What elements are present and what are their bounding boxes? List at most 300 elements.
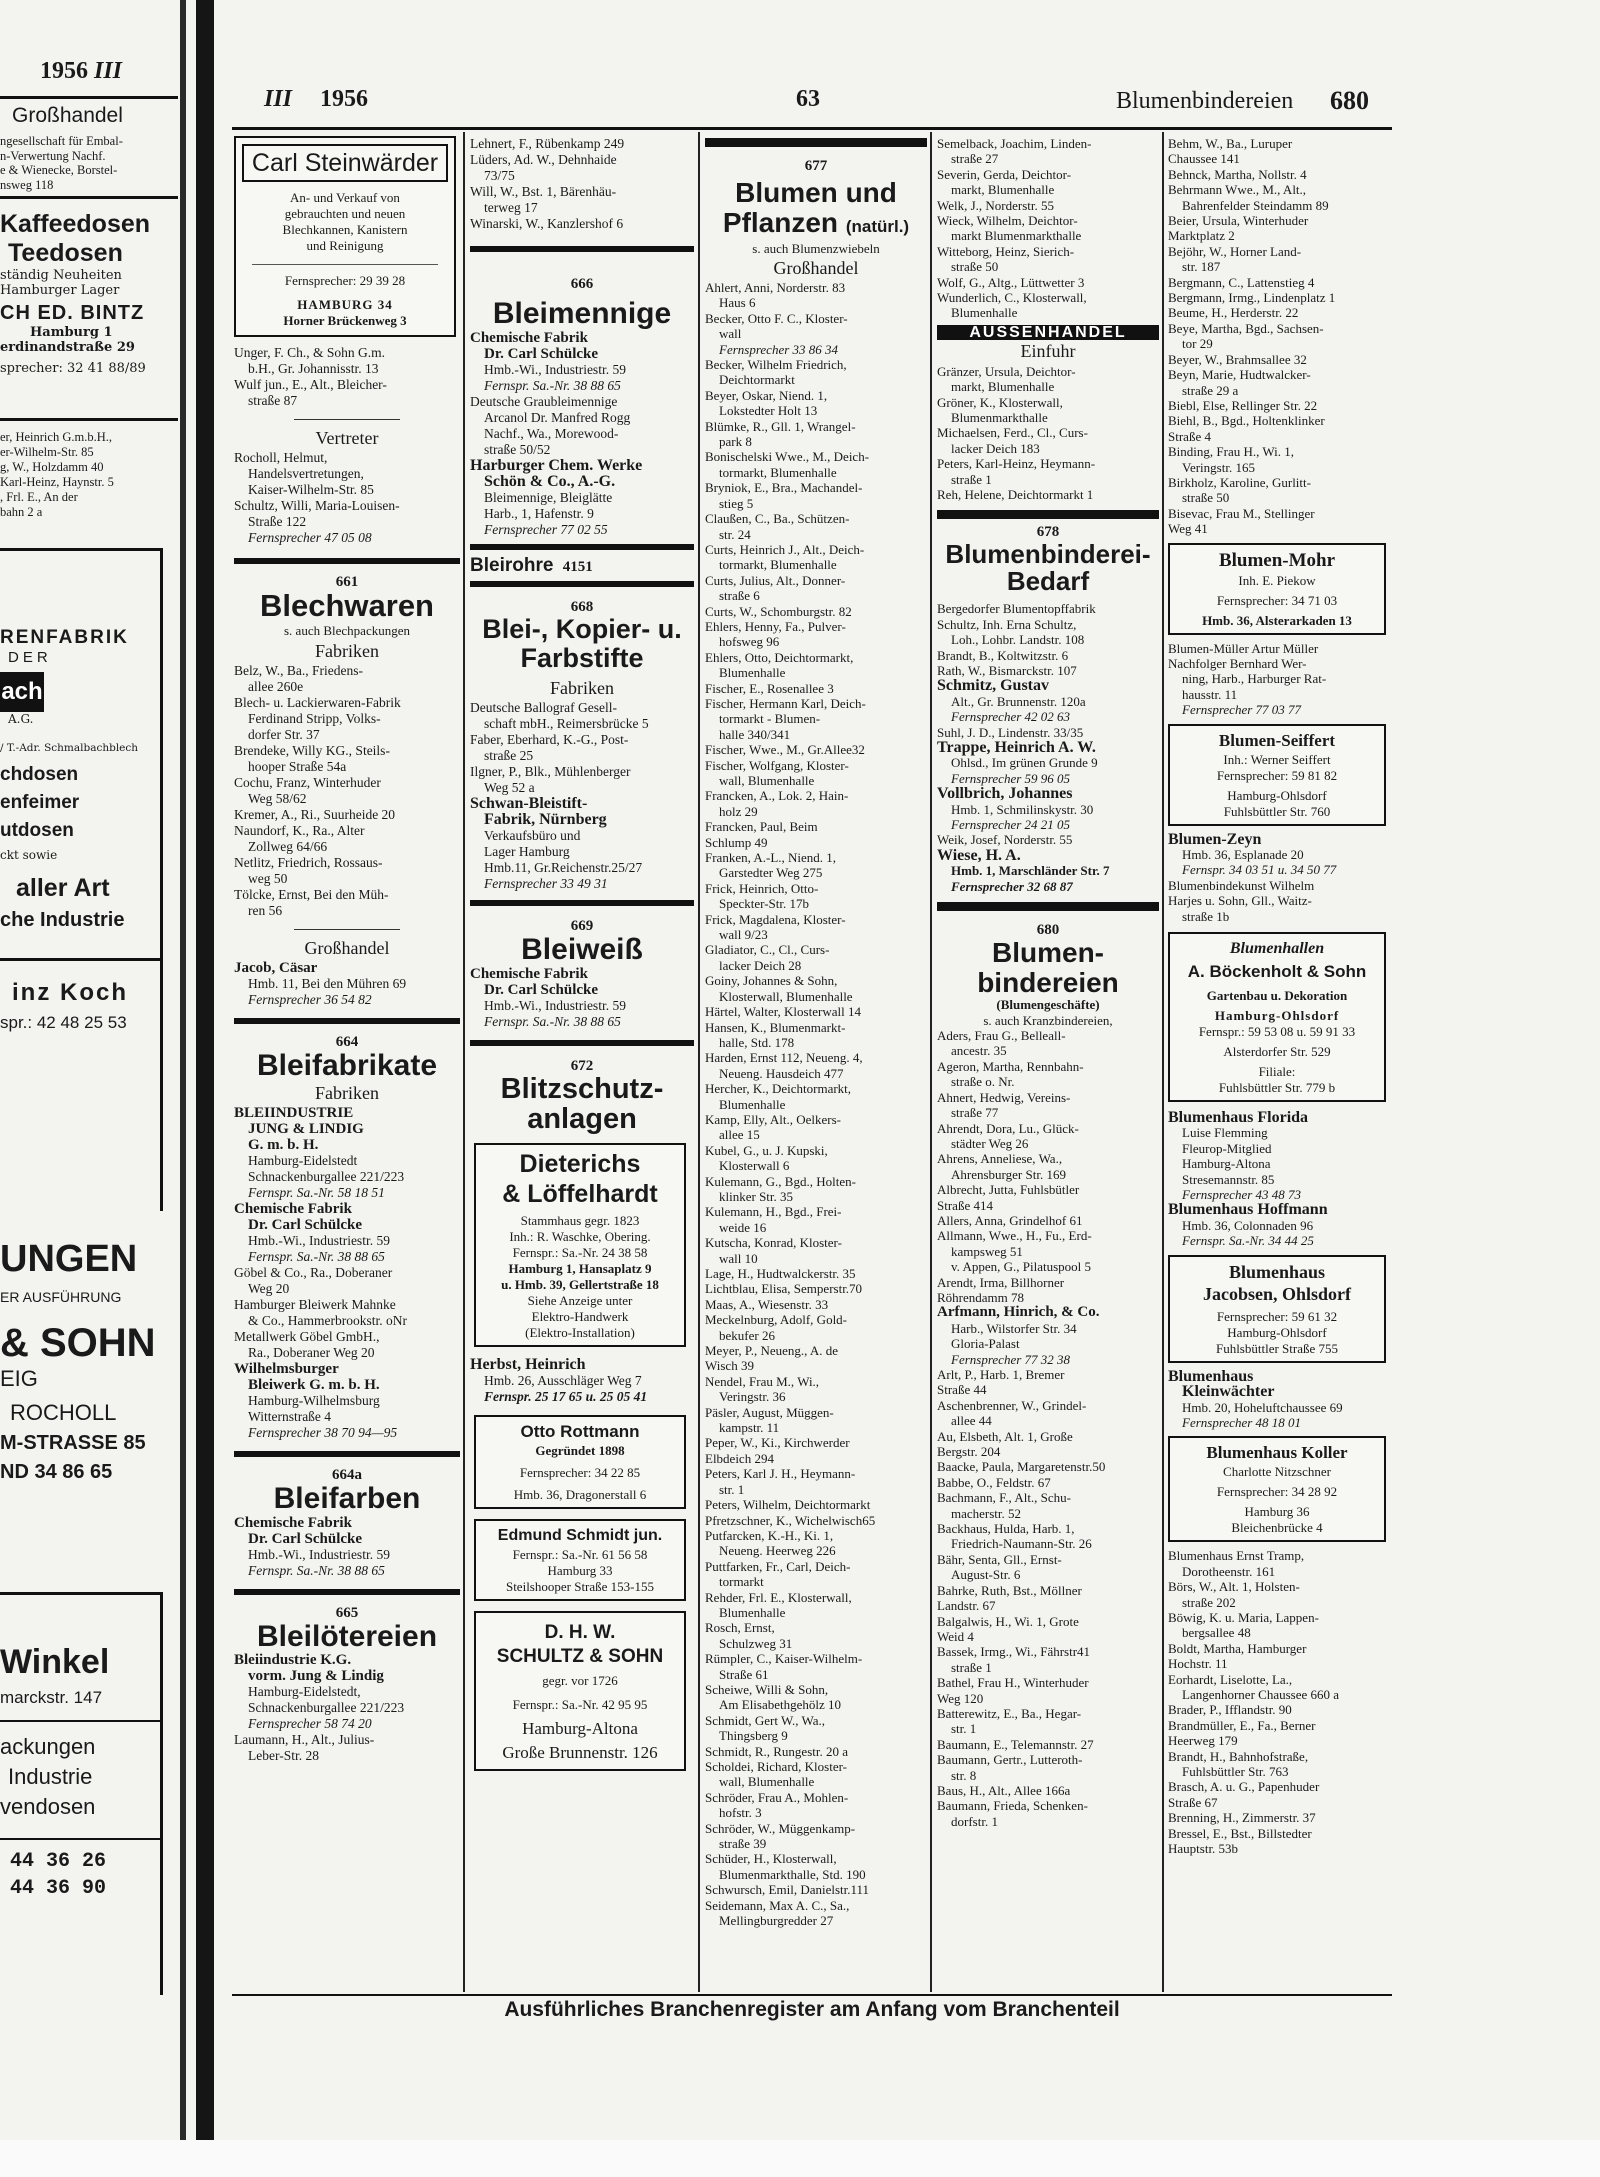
entry-line: Klosterwall 6 xyxy=(719,1158,790,1174)
entry-line: Straße 61 xyxy=(719,1666,769,1682)
text-line: Karl-Heinz, Haynstr. 5 xyxy=(0,475,114,489)
entry-line: markt, Blumenhalle xyxy=(951,379,1055,395)
entry-line: Bressel, E., Bst., Billstedter xyxy=(1168,1825,1312,1841)
entry-line: Speckter-Str. 17b xyxy=(719,896,810,912)
entry-line: Rosch, Ernst, xyxy=(705,1620,775,1636)
entry-line: Straße 122 xyxy=(248,514,307,529)
entry-line: Suhl, J. D., Lindenstr. 33/35 xyxy=(937,724,1084,740)
ad-addr: Hamburg 1 xyxy=(30,325,113,340)
entry-line: Veringstr. 36 xyxy=(719,1389,786,1405)
ad-founded: gegr. vor 1726 xyxy=(542,1672,618,1688)
ad-big: aller Art xyxy=(16,874,110,902)
entry-line: Kutscha, Konrad, Kloster- xyxy=(705,1235,842,1251)
entry-phone: Fernspr. Sa.-Nr. 38 88 65 xyxy=(248,1562,385,1578)
entry-line: Kamp, Elly, Alt., Oelkers- xyxy=(705,1111,841,1127)
entry-line: Schröder, W., Müggenkamp- xyxy=(705,1820,856,1836)
ad-city: Hamburg-Ohlsdorf xyxy=(1227,1324,1327,1340)
header-page-number: 63 xyxy=(796,86,820,112)
category-title: Blitzschutz- xyxy=(500,1072,664,1105)
entry-line: Backhaus, Hulda, Harb. 1, xyxy=(937,1521,1075,1537)
entry-line: tor 29 xyxy=(1182,336,1213,352)
entry-phone: Fernsprecher 77 02 55 xyxy=(484,521,608,537)
ad-title: Blumen-Mohr xyxy=(1218,549,1336,571)
firm-name: Dr. Carl Schülcke xyxy=(248,1217,363,1234)
entry-line: Bonischelski Wwe., M., Deich- xyxy=(705,449,870,465)
entry-line: Straße 414 xyxy=(937,1197,993,1213)
entry-line: Meyer, P., Neueng., A. de xyxy=(705,1343,839,1359)
firm-name: Wilhelmsburger xyxy=(234,1361,339,1378)
entry-line: Peters, Wilhelm, Deichtormarkt xyxy=(705,1497,871,1513)
entry-line: Hmb. 20, Hoheluftchaussee 69 xyxy=(1182,1399,1343,1415)
entry-list xyxy=(1168,641,1390,703)
column-separator xyxy=(1162,132,1164,1992)
entry-line: Unger, F. Ch., & Sohn G.m. xyxy=(234,345,386,360)
entry-line: Straße 4 xyxy=(1168,428,1211,444)
entry-line: park 8 xyxy=(719,434,752,450)
firm-name: Schwan-Bleistift- xyxy=(470,795,588,813)
section-number: 672 xyxy=(570,1057,594,1074)
entry-line: Blumenhalle xyxy=(719,665,786,681)
entry-line: b.H., Gr. Johannisstr. 13 xyxy=(248,361,379,376)
ad-title: Carl Steinwärder xyxy=(242,144,448,182)
section-bar xyxy=(470,246,694,252)
ad-company: CH ED. BINTZ xyxy=(0,302,145,324)
ad-phone: Fernsprecher: 59 81 82 xyxy=(1216,767,1338,783)
ad-boeckenholt xyxy=(1168,932,1386,1102)
entry-line: allee 260e xyxy=(248,678,304,694)
entry-line: kampstr. 11 xyxy=(719,1420,780,1436)
left-page xyxy=(0,0,178,2140)
category-title: Blumenbinderei- xyxy=(945,538,1151,569)
entry-line: Pfretzschner, K., Wichelwisch65 xyxy=(705,1512,876,1528)
title-part: Pflanzen xyxy=(722,206,839,238)
logo: ach xyxy=(0,672,44,712)
entry-line: Netlitz, Friedrich, Rossaus- xyxy=(234,854,383,870)
entry-line: Blech- u. Lackierwaren-Fabrik xyxy=(234,694,401,710)
ad-phone: Fernspr.: Sa.-Nr. 61 56 58 xyxy=(512,1546,648,1562)
entry-list xyxy=(1168,1548,1390,1856)
entry-line: Rath, W., Bismarckstr. 107 xyxy=(937,662,1077,678)
entry-line: Harb., 1, Hafenstr. 9 xyxy=(484,505,594,521)
ad-phone: Fernsprecher: 34 22 85 xyxy=(519,1464,641,1480)
entry-line: Lüders, Ad. W., Dehnhaide xyxy=(470,152,617,167)
divider xyxy=(0,1838,160,1840)
entry-line: Hamburg-Wilhelmsburg xyxy=(248,1393,380,1409)
column-5 xyxy=(1168,136,1390,1856)
entry-line: Bergmann, Irmg., Lindenplatz 1 xyxy=(1168,290,1336,306)
entry-phone: Fernspr. 25 17 65 u. 25 05 41 xyxy=(484,1388,648,1404)
entry-line: Weik, Josef, Norderstr. 55 xyxy=(937,832,1073,848)
entry-line: Ferdinand Stripp, Volks- xyxy=(248,710,381,726)
entry-line: hofsweg 96 xyxy=(719,634,780,650)
ad-text: Fernspr.: Sa.-Nr. 24 38 58 xyxy=(512,1244,648,1260)
section-number: 665 xyxy=(335,1604,359,1621)
entry-line: Blumen-Müller Artur Müller xyxy=(1168,640,1319,656)
ad-phone: Fernsprecher: 34 71 03 xyxy=(1216,592,1338,608)
section-heading-vertreter: Vertreter xyxy=(315,428,379,448)
text-line: e & Wienecke, Borstel- xyxy=(0,163,118,177)
entry-line: Hmb. 36, Esplanade 20 xyxy=(1182,847,1304,862)
entry-line: Gränzer, Ursula, Deichtor- xyxy=(937,363,1076,379)
entry-line: Päsler, August, Müggen- xyxy=(705,1404,834,1420)
entry-line: Babbe, O., Feldstr. 67 xyxy=(937,1474,1051,1490)
entry-line: Hauptstr. 53b xyxy=(1168,1841,1239,1857)
entry-line: Rocholl, Helmut, xyxy=(234,450,328,465)
section-bar xyxy=(937,902,1159,911)
entry-line: Wulf jun., E., Alt., Bleicher- xyxy=(234,377,387,392)
ad-adr: / T.-Adr. Schmalbachblech xyxy=(0,742,139,754)
ad-item: vendosen xyxy=(0,1794,96,1819)
section-bar xyxy=(470,900,694,906)
entry-line: Hmb.11, Gr.Reichenstr.25/27 xyxy=(484,860,643,876)
category-title: Blumen- xyxy=(992,937,1104,969)
entry-line: straße 77 xyxy=(951,1105,999,1121)
entry-block xyxy=(234,345,460,409)
entry-line: Thingsberg 9 xyxy=(719,1728,788,1744)
ad-addr: Fuhlsbüttler Str. 760 xyxy=(1223,803,1331,819)
entry-list xyxy=(1168,136,1390,537)
entry-line: Hmb. 1, Marschländer Str. 7 xyxy=(951,863,1110,879)
entry-line: markt Blumenmarkthalle xyxy=(951,228,1082,244)
text-line: er-Wilhelm-Str. 85 xyxy=(0,445,94,459)
divider xyxy=(294,419,400,420)
ad-steinwaerder xyxy=(234,136,456,337)
entry-line: Marktplatz 2 xyxy=(1168,228,1235,244)
entry-line: Hmb. 11, Bei den Mühren 69 xyxy=(248,975,407,991)
entry-line: Hmb.-Wi., Industriestr. 59 xyxy=(248,1546,390,1562)
entry-line: hausstr. 11 xyxy=(1182,686,1238,702)
entry-phone: Fernspr. Sa.-Nr. 38 88 65 xyxy=(248,1249,385,1265)
entry-line: Bassek, Irmg., Wi., Fährstr41 xyxy=(937,1644,1091,1660)
entry-line: Schultz, Inh. Erna Schultz, xyxy=(937,616,1077,632)
ad-phone: Fernspr.: 59 53 08 u. 59 91 33 xyxy=(1198,1024,1356,1040)
ad-filiale: Filiale: xyxy=(1258,1064,1296,1080)
text-line: bahn 2 a xyxy=(0,505,43,519)
entry-line: wall 10 xyxy=(719,1250,758,1266)
entry-line: bergsallee 48 xyxy=(1182,1625,1251,1641)
entry-line: Ahrens, Anneliese, Wa., xyxy=(937,1151,1063,1167)
entry-line: Blumenhalle xyxy=(951,305,1018,321)
firm-name: Chemische Fabrik xyxy=(234,1201,352,1218)
entry-line: Nachf., Wa., Morewood- xyxy=(484,425,619,441)
entry-line: Kulemann, H., Bgd., Frei- xyxy=(705,1204,842,1220)
entry-phone: Fernsprecher 47 05 08 xyxy=(248,530,372,545)
entry-line: straße 6 xyxy=(719,588,760,604)
ad-koch-phone: spr.: 42 48 25 53 xyxy=(0,1013,127,1032)
book-spine xyxy=(196,0,214,2177)
entry-line: Welk, J., Norderstr. 55 xyxy=(937,197,1055,213)
firm-name: Dr. Carl Schülcke xyxy=(484,981,599,998)
column-separator xyxy=(463,132,465,1992)
entry-line: Witteborg, Heinz, Sierich- xyxy=(937,243,1075,259)
firm-name: Schön & Co., A.-G. xyxy=(484,472,616,490)
header-year: 1956 xyxy=(320,86,368,112)
page-header xyxy=(264,86,1390,120)
firm-name: Trappe, Heinrich A. W. xyxy=(937,739,1096,756)
entry-line: Tölcke, Ernst, Bei den Müh- xyxy=(234,886,389,902)
entry-line: Brandt, H., Bahnhofstraße, xyxy=(1168,1748,1309,1764)
category-title: Bleiweiß xyxy=(521,933,643,967)
see-also: s. auch Kranzbindereien, xyxy=(983,1012,1113,1028)
entry-line: Peters, Karl-Heinz, Heymann- xyxy=(937,456,1096,472)
entry-line: Heerweg 179 xyxy=(1168,1733,1238,1749)
ad-jacobsen xyxy=(1168,1255,1386,1363)
page-bottom-margin xyxy=(0,2140,1600,2177)
text-line: , Frl. E., An der xyxy=(0,490,78,504)
entry-line: Handelsvertretungen, xyxy=(248,466,364,481)
entry-list xyxy=(937,1028,1159,1305)
entry-line: Deutsche Ballograf Gesell- xyxy=(470,700,617,716)
entry-line: Allers, Anna, Grindelhof 61 xyxy=(937,1212,1083,1228)
firm-name: vorm. Jung & Lindig xyxy=(248,1668,384,1685)
entry-line: straße 50 xyxy=(1182,490,1230,506)
firm-name: Vollbrich, Johannes xyxy=(937,785,1073,803)
entry-phone: Fernsprecher 58 74 20 xyxy=(248,1716,372,1732)
entry-list xyxy=(937,1367,1159,1829)
entry-line: Goiny, Johannes & Sohn, xyxy=(705,973,838,989)
entry-line: Schwursch, Emil, Danielstr.111 xyxy=(705,1882,870,1898)
entry-line: Hmb.-Wi., Industriestr. 59 xyxy=(484,361,626,377)
divider xyxy=(0,418,178,421)
section-bar xyxy=(470,1040,694,1046)
entry-phone: Fernsprecher 38 70 94—95 xyxy=(248,1425,398,1441)
entry-phone: Fernsprecher 59 96 05 xyxy=(951,770,1071,786)
entry-line: Schnackenburgallee 221/223 xyxy=(248,1169,405,1185)
entry-line: Beye, Martha, Bgd., Sachsen- xyxy=(1168,320,1324,336)
entry-line: stieg 5 xyxy=(719,495,754,511)
column-2 xyxy=(470,136,694,1771)
entry-line: Franken, A.-L., Niend. 1, xyxy=(705,850,837,866)
entry-line: Nachfolger Bernhard Wer- xyxy=(1168,655,1307,671)
entry-line: Binding, Frau H., Wi. 1, xyxy=(1168,444,1294,460)
entry-line: Laumann, H., Alt., Julius- xyxy=(234,1732,375,1748)
entry-line: Hamburg-Altona xyxy=(1182,1156,1271,1172)
ad-small: Hamburger Lager xyxy=(0,283,120,298)
section-number: 661 xyxy=(335,574,359,590)
entry-line: Blumenmarkthalle xyxy=(951,409,1048,425)
section-number: 669 xyxy=(570,918,594,935)
entry-line: Beier, Ursula, Winterhuder xyxy=(1168,213,1309,229)
entry-line: Seidemann, Max A. C., Sa., xyxy=(705,1897,850,1913)
category-title: Blumen und xyxy=(735,177,897,209)
ad-text: gebrauchten und neuen xyxy=(284,206,406,221)
section-bar xyxy=(470,544,694,550)
book-spine-shadow xyxy=(180,0,186,2177)
entry-line: Cochu, Franz, Winterhuder xyxy=(234,774,381,790)
subsection-heading: Großhandel xyxy=(773,257,859,278)
entry-line: Eorhardt, Liselotte, La., xyxy=(1168,1671,1293,1687)
entry-line: Rümpler, C., Kaiser-Wilhelm- xyxy=(705,1651,863,1667)
entry-line: Hamburger Bleiwerk Mahnke xyxy=(234,1297,396,1313)
entry-line: Neueng. Hausdeich 477 xyxy=(719,1065,844,1081)
entry-line: Ilgner, P., Blk., Mühlenberger xyxy=(470,764,631,780)
firm-name: Blumenhaus Florida xyxy=(1168,1109,1309,1127)
subsection-heading: Großhandel xyxy=(304,937,390,958)
entry-line: Schmidt, R., Rungestr. 20 a xyxy=(705,1743,848,1759)
firm-name: JUNG & LINDIG xyxy=(248,1121,364,1138)
ad-schultz xyxy=(474,1611,686,1771)
divider xyxy=(0,196,178,199)
entry-line: Weg 41 xyxy=(1168,521,1208,537)
entry-line: Hmb. 26, Ausschläger Weg 7 xyxy=(484,1372,642,1388)
entry-list xyxy=(937,601,1159,678)
ad-title: Otto Rottmann xyxy=(520,1421,640,1441)
text-line: er, Heinrich G.m.b.H., xyxy=(0,430,112,444)
section-bar xyxy=(234,558,460,564)
entry-line: Schultz, Willi, Maria-Louisen- xyxy=(234,498,400,513)
category-title: Bleilötereien xyxy=(256,1619,438,1653)
entry-line: Peters, Karl J. H., Heymann- xyxy=(705,1466,856,1482)
ad-line: EIG xyxy=(0,1366,38,1391)
entry-line: Nendel, Frau M., Wi., xyxy=(705,1373,820,1389)
ad-owner: Charlotte Nitzschner xyxy=(1223,1464,1331,1480)
ad-addr: Hmb. 36, Dragonerstall 6 xyxy=(513,1486,647,1502)
section-bar xyxy=(234,1018,460,1024)
left-header-rule xyxy=(0,96,178,99)
aussenhandel-banner: AUSSENHANDEL xyxy=(937,325,1159,340)
ad-owner: Inh.: Werner Seiffert xyxy=(1223,751,1331,767)
entry-line: Hamburg-Eidelstedt xyxy=(248,1153,358,1169)
entry-line: Baumann, Gertr., Lutteroth- xyxy=(937,1752,1083,1768)
entry-line: städter Weg 26 xyxy=(951,1135,1029,1151)
entry-list xyxy=(1168,878,1390,924)
firm-name: Chemische Fabrik xyxy=(470,329,588,346)
entry-line: Hmb.-Wi., Industriestr. 59 xyxy=(248,1233,390,1249)
ad-phone: 44 36 26 xyxy=(10,1850,107,1873)
ad-title: A. Böckenholt & Sohn xyxy=(1187,962,1367,982)
entry-line: kampsweg 51 xyxy=(951,1243,1023,1259)
entry-line: Bahrenfelder Steindamm 89 xyxy=(1182,197,1329,213)
entry-line: halle, Std. 178 xyxy=(719,1034,795,1050)
ad-text: Hamburg 1, Hansaplatz 9 xyxy=(508,1260,652,1276)
entry-line: Blumenhaus Ernst Tramp, xyxy=(1168,1548,1305,1564)
section-number: 4151 xyxy=(562,558,593,575)
entry-line: Allmann, Wwe., H., Fu., Erd- xyxy=(937,1228,1092,1244)
entry-line: Becker, Otto F. C., Kloster- xyxy=(705,310,848,326)
entry-line: Wunderlich, C., Klosterwall, xyxy=(937,290,1087,306)
column-4 xyxy=(937,136,1159,1829)
entry-line: Schulzweg 31 xyxy=(719,1635,793,1651)
entry-line: Scheiwe, Willi & Sohn, xyxy=(705,1681,829,1697)
entry-line: straße 50 xyxy=(951,259,999,275)
entry-line: Röhrendamm 78 xyxy=(937,1289,1025,1305)
entry-line: Brendeke, Willy KG., Steils- xyxy=(234,742,390,758)
entry-line: Beyn, Marie, Hudtwalcker- xyxy=(1168,367,1311,383)
entry-line: straße 1 xyxy=(951,471,992,487)
ad-title: Blumenhaus xyxy=(1228,1261,1326,1282)
entry-line: straße 202 xyxy=(1182,1594,1236,1610)
entry-line: Curts, W., Schomburgstr. 82 xyxy=(705,603,852,619)
entry-phone: Fernsprecher 33 86 34 xyxy=(719,341,839,357)
entry-line: Baumann, Frieda, Schenken- xyxy=(937,1798,1088,1814)
left-header-roman: III xyxy=(94,58,123,84)
entry-line: Brandt, B., Koltwitzstr. 6 xyxy=(937,647,1069,663)
ad-title: Edmund Schmidt jun. xyxy=(497,1526,663,1544)
ad-blumen-mohr xyxy=(1168,543,1386,635)
entry-line: Straße 67 xyxy=(1168,1794,1218,1810)
entry-line: Lichtblau, Elisa, Semperstr.70 xyxy=(705,1281,863,1297)
entry-line: Aders, Frau G., Belleall- xyxy=(937,1028,1066,1044)
ad-text: Inh.: R. Waschke, Obering. xyxy=(509,1228,651,1244)
left-header-year: 1956 xyxy=(40,58,88,84)
entry-line: Bleimennige, Bleiglätte xyxy=(484,489,613,505)
entry-line: dorfer Str. 37 xyxy=(248,726,320,742)
entry-line: Schmidt, Gert W., Wa., xyxy=(705,1712,826,1728)
column-separator xyxy=(698,132,700,1992)
section-bar xyxy=(234,1451,460,1457)
entry-line: Deutsche Graubleimennige xyxy=(470,393,618,409)
category-title: Bleirohre xyxy=(470,554,554,576)
entry-phone: Fernsprecher 48 18 01 xyxy=(1182,1414,1302,1430)
entry-line: Arendt, Irma, Billhorner xyxy=(937,1274,1065,1290)
left-page-header xyxy=(40,58,122,85)
firm-name: Bleiindustrie K.G. xyxy=(234,1652,352,1669)
entry-line: Mellingburgredder 27 xyxy=(719,1913,834,1929)
entry-phone: Fernsprecher 36 54 82 xyxy=(248,991,372,1007)
footer-note: Ausführliches Branchenregister am Anfang vom Branchenteil xyxy=(504,1998,1120,2021)
entry-line: Baus, H., Alt., Allee 166a xyxy=(937,1782,1071,1798)
entry-line: Göbel & Co., Ra., Doberaner xyxy=(234,1265,393,1281)
left-lines-mid xyxy=(0,430,178,520)
entry-line: Börs, W., Alt. 1, Holsten- xyxy=(1168,1579,1300,1595)
ad-city: Hamburg 33 xyxy=(547,1562,613,1578)
ad-title: D. H. W. xyxy=(544,1621,616,1643)
ad-founded: Gegründet 1898 xyxy=(535,1442,625,1458)
entry-line: Landstr. 67 xyxy=(937,1598,996,1614)
entry-line: Stresemannstr. 85 xyxy=(1182,1171,1275,1187)
ad-rottmann xyxy=(474,1415,686,1509)
ad-text: Siehe Anzeige unter xyxy=(527,1292,633,1308)
ad-title: SCHULTZ & SOHN xyxy=(496,1645,664,1667)
entry-line: Aschenbrenner, W., Grindel- xyxy=(937,1397,1087,1413)
entry-line: 73/75 xyxy=(484,168,515,183)
entry-line: Curts, Heinrich J., Alt., Deich- xyxy=(705,541,865,557)
entry-line: Schnackenburgallee 221/223 xyxy=(248,1700,405,1716)
entry-list xyxy=(705,357,927,1928)
entry-line: Straße 44 xyxy=(937,1382,987,1398)
category-title: bindereien xyxy=(977,966,1119,998)
section-bar xyxy=(470,581,694,587)
entry-line: Blumenhalle xyxy=(719,1096,786,1112)
firm-name: Wiese, H. A. xyxy=(937,846,1021,864)
ad-text: u. Hmb. 39, Gellertstraße 18 xyxy=(501,1276,659,1292)
entry-line: Bisevac, Frau M., Stellinger xyxy=(1168,505,1315,521)
entry-line: Ahrensburger Str. 169 xyxy=(951,1166,1066,1182)
ad-line: marckstr. 147 xyxy=(0,1688,103,1707)
column-1 xyxy=(234,136,460,1764)
entry-phone: Fernspr. Sa.-Nr. 38 88 65 xyxy=(484,1013,621,1029)
entry-line: Wieck, Wilhelm, Deichtor- xyxy=(937,213,1078,229)
firm-name: BLEIINDUSTRIE xyxy=(234,1105,354,1122)
entry-line: Hamburg-Eidelstedt, xyxy=(248,1684,361,1700)
entry-line: Behnck, Martha, Nollstr. 4 xyxy=(1168,166,1307,182)
entry-line: Loh., Lohbr. Landstr. 108 xyxy=(951,632,1085,648)
entry-line: schaft mbH., Reimersbrücke 5 xyxy=(484,716,649,732)
ad-city: Hamburg-Ohlsdorf xyxy=(1214,1008,1340,1024)
entry-line: Francken, Paul, Beim xyxy=(705,819,818,835)
entry-line: Fleurop-Mitglied xyxy=(1182,1140,1272,1156)
entry-line: Hmb. 1, Schmilinskystr. 30 xyxy=(951,801,1094,817)
ad-title: Blumen-Seiffert xyxy=(1218,730,1336,750)
ad-line: & SOHN xyxy=(0,1321,156,1365)
entry-line: Fischer, Hermann Karl, Deich- xyxy=(705,695,866,711)
header-title: Blumenbindereien xyxy=(1116,88,1294,114)
entry-line: Friedrich-Naumann-Str. 26 xyxy=(951,1536,1092,1552)
entry-line: klinker Str. 35 xyxy=(719,1188,794,1204)
entry-line: Peper, W., Ki., Kirchwerder xyxy=(705,1435,850,1451)
text-line: n-Verwertung Nachf. xyxy=(0,148,106,163)
entry-line: Hochstr. 11 xyxy=(1168,1656,1228,1672)
